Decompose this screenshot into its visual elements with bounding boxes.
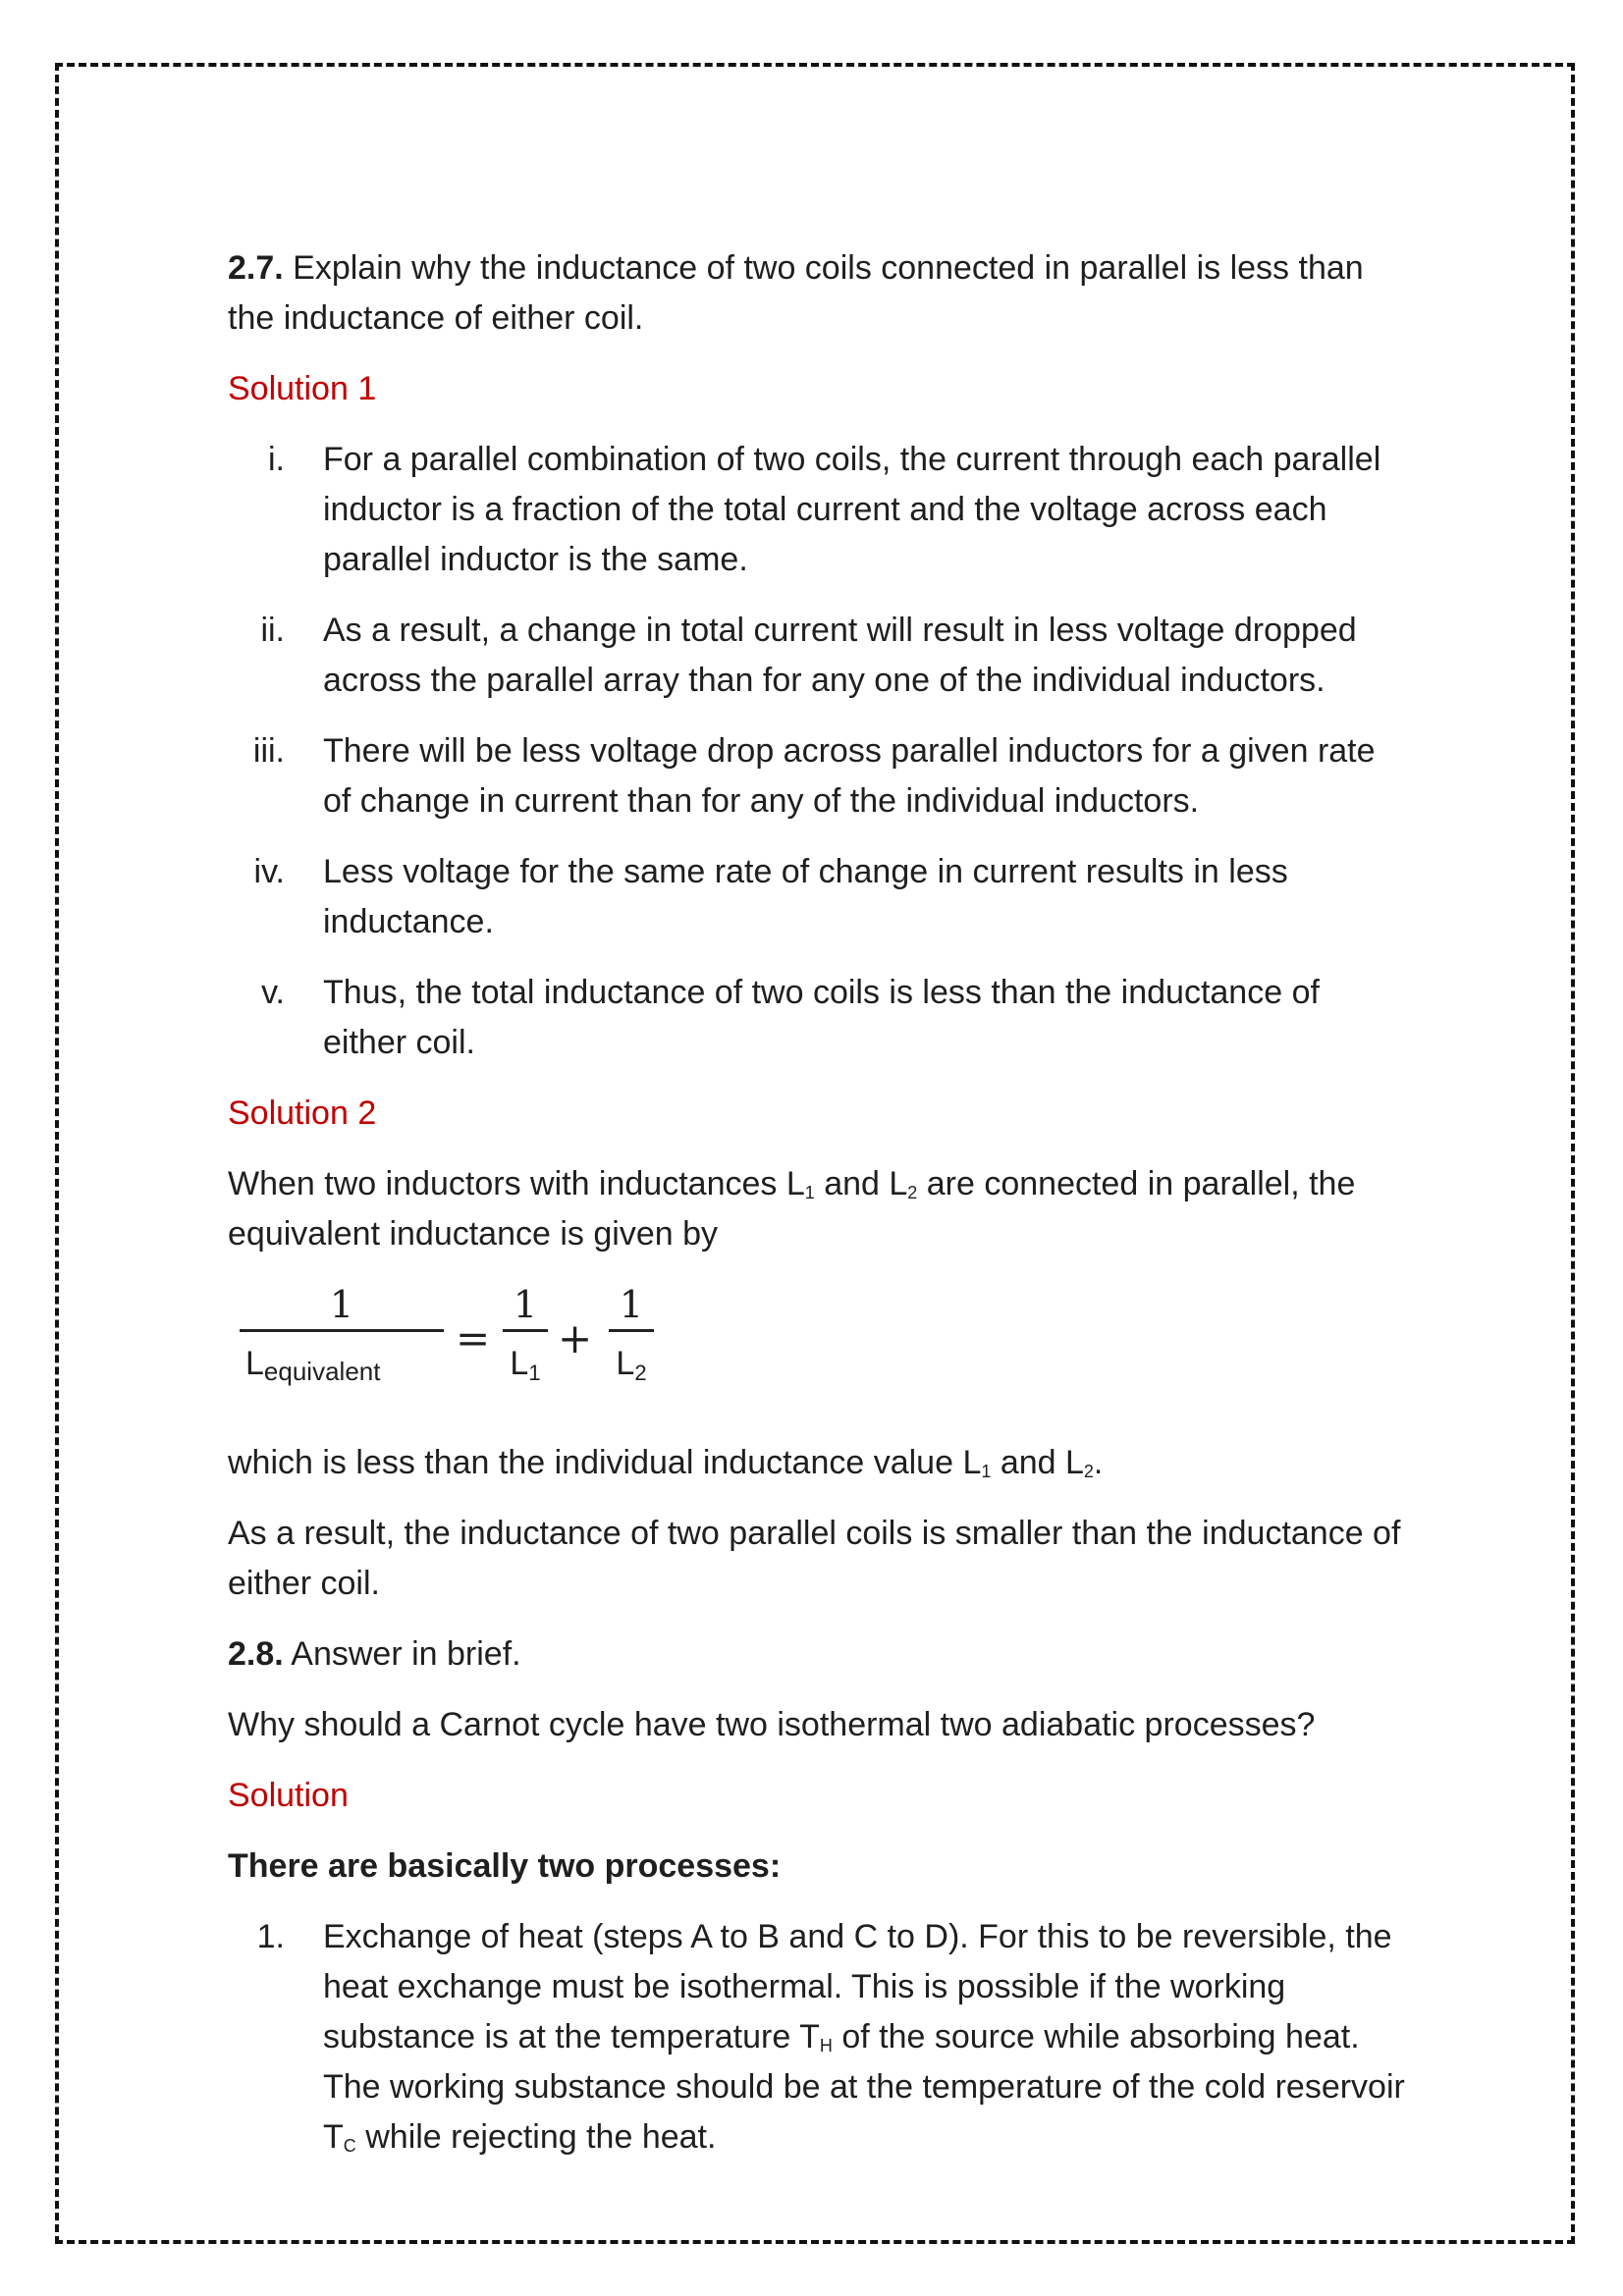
list-item	[228, 606, 1406, 706]
processes-intro: There are basically two processes:	[228, 1847, 782, 1885]
body-text: Exchange of heat (steps A to B and C to D). For this to be reversible, the heat exchange must be isothermal. This is possible if the working substance is at the temperature T	[323, 1918, 1392, 2056]
question-text: Explain why the inductance of two coils connected in parallel is less than the inductance of either coil.	[228, 249, 1364, 337]
subscript: 1	[804, 1183, 815, 1202]
page-content	[228, 243, 1406, 2183]
term-2-fraction	[609, 1280, 654, 1391]
processes-list	[228, 1912, 1406, 2163]
subscript: 2	[634, 1361, 647, 1385]
list-item-text	[323, 1918, 1405, 2156]
list-item-text: For a parallel combination of two coils, the current through each parallel inductor is a fraction of the total current and the voltage across each parallel inductor is the same.	[323, 441, 1381, 578]
solution-2-heading: Solution 2	[228, 1095, 377, 1132]
solution-2-intro	[228, 1159, 1406, 1259]
denominator-symbol: L	[510, 1345, 529, 1382]
list-item-text: Thus, the total inductance of two coils is less than the inductance of either coil.	[323, 974, 1320, 1061]
list-item-text: There will be less voltage drop across parallel inductors for a given rate of change in current than for any of the individual inductors.	[323, 732, 1376, 820]
list-item-number: i.	[268, 441, 285, 478]
solution-heading: Solution	[228, 1777, 349, 1814]
list-item	[228, 968, 1406, 1068]
denominator	[609, 1332, 654, 1391]
subscript: 2	[907, 1183, 918, 1202]
list-item-number: iii.	[252, 732, 285, 770]
question-text: Answer in brief.	[283, 1635, 521, 1673]
subscript: equivalent	[263, 1357, 381, 1386]
list-item	[228, 1912, 1406, 2163]
intro-text: When two inductors with inductances L	[228, 1165, 805, 1202]
term-1-fraction	[503, 1280, 548, 1391]
plus-sign: +	[558, 1314, 593, 1362]
list-item-number: 1.	[256, 1918, 285, 1955]
subscript: H	[819, 2036, 833, 2056]
list-item	[228, 435, 1406, 585]
subscript: C	[343, 2136, 356, 2156]
list-item-number: iv.	[253, 853, 285, 890]
body-text: of the source while absorbing heat. The working substance should be at the temperature of the cold reservoir T	[323, 2018, 1405, 2156]
list-item-text: As a result, a change in total current will result in less voltage dropped across the parallel array than for any one of the individual inductors.	[323, 612, 1357, 699]
intro-text: are connected in parallel, the equivalent inductance is given by	[228, 1165, 1356, 1253]
body-text: while rejecting the heat.	[355, 2118, 717, 2156]
question-2-7	[228, 243, 1406, 344]
solution-2-after-formula	[228, 1438, 1406, 1488]
list-item-number: ii.	[260, 612, 285, 649]
numerator: 1	[619, 1283, 644, 1326]
denominator-symbol: L	[616, 1345, 635, 1382]
solution-1-heading: Solution 1	[228, 370, 377, 407]
question-number: 2.7.	[228, 249, 284, 287]
body-text: and L	[991, 1444, 1084, 1481]
denominator	[503, 1332, 548, 1391]
subscript: 2	[1083, 1462, 1094, 1481]
numerator: 1	[513, 1283, 538, 1326]
solution-2-conclusion: As a result, the inductance of two parallel coils is smaller than the inductance of either coil.	[228, 1515, 1401, 1602]
body-text: which is less than the individual inductance value L	[228, 1444, 982, 1481]
solution-1-list	[228, 435, 1406, 1068]
lhs-fraction	[240, 1280, 444, 1391]
body-text: .	[1093, 1444, 1104, 1481]
list-item	[228, 726, 1406, 827]
question-number: 2.8.	[228, 1635, 284, 1673]
subscript: 1	[981, 1462, 992, 1481]
denominator	[240, 1332, 444, 1391]
equals-sign: =	[456, 1314, 491, 1362]
question-2-8-prompt: Why should a Carnot cycle have two isothermal two adiabatic processes?	[228, 1706, 1316, 1743]
numerator: 1	[329, 1283, 354, 1326]
list-item-text: Less voltage for the same rate of change in current results in less inductance.	[323, 853, 1288, 940]
list-item-number: v.	[261, 974, 285, 1011]
question-2-8	[228, 1629, 1406, 1680]
subscript: 1	[528, 1361, 541, 1385]
denominator-symbol: L	[245, 1345, 264, 1382]
inductance-formula	[228, 1280, 1406, 1417]
intro-text: and L	[814, 1165, 908, 1202]
list-item	[228, 847, 1406, 947]
